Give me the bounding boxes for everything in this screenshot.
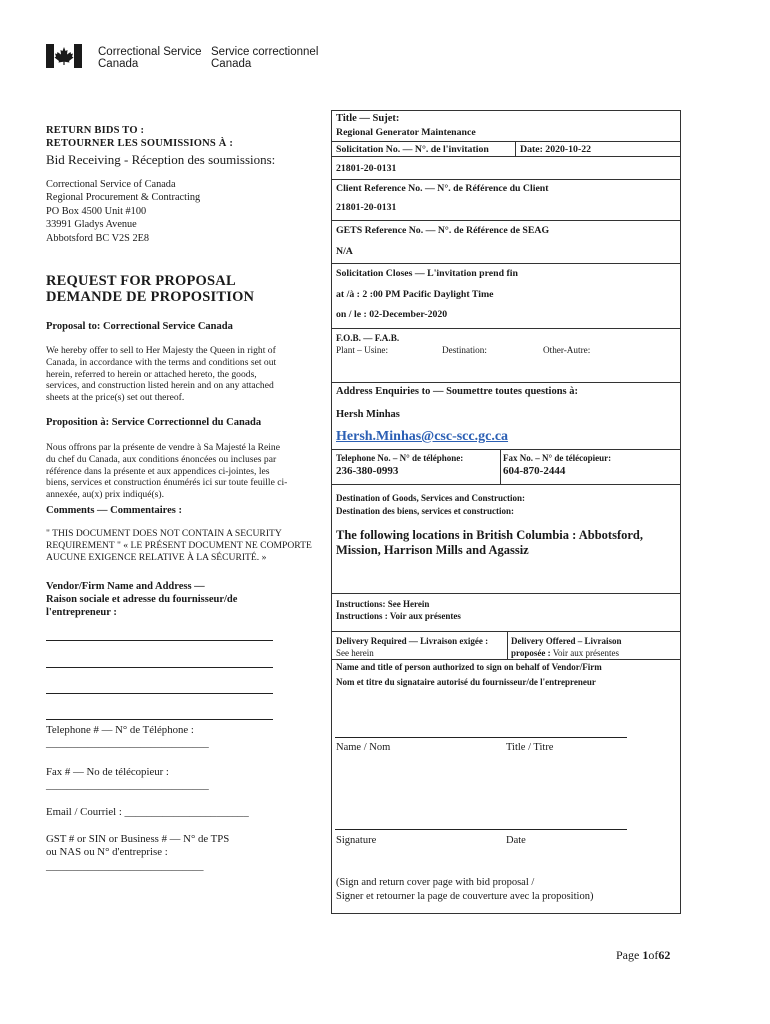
address-enquiries-label: Address Enquiries to — Soumettre toutes questions à:	[336, 386, 579, 397]
return-bids-en: RETURN BIDS TO :	[46, 125, 145, 136]
vendor-fr-1: Raison sociale et adresse du fournisseur/de	[46, 594, 238, 605]
proposal-text-line: biens, services et construction énumérés ici sur toute feuille ci-	[46, 477, 288, 489]
instructions-fr: Instructions : Voir aux présentes	[336, 611, 461, 621]
gst-field[interactable]: ______________________________	[46, 861, 204, 872]
vendor-en: Vendor/Firm Name and Address —	[46, 581, 205, 592]
delivery-offered-label-2: proposée :	[511, 648, 551, 658]
signature-line[interactable]	[335, 829, 627, 830]
address-line: Abbotsford BC V2S 2E8	[46, 232, 150, 244]
vendor-address-line[interactable]	[46, 667, 273, 668]
delivery-offered-line2	[511, 647, 619, 659]
rfp-heading	[46, 273, 328, 305]
locations-line: The following locations in British Columbia : Abbotsford,	[336, 528, 643, 542]
solicitation-no-label: Solicitation No. — N°. de l'invitation	[336, 144, 489, 155]
telephone-field[interactable]: _______________________________	[46, 738, 209, 749]
gst-label-2: ou NAS ou N° d'entreprise :	[46, 846, 168, 858]
divider	[331, 382, 681, 383]
contact-name: Hersh Minhas	[336, 409, 400, 420]
divider	[331, 631, 681, 632]
fax-field[interactable]: _______________________________	[46, 780, 209, 791]
vendor-address-line[interactable]	[46, 719, 273, 720]
sign-return-note	[336, 876, 593, 904]
proposal-text-line: Canada, in accordance with the terms and conditions set out	[46, 356, 277, 368]
closes-time: at /à : 2 :00 PM Pacific Daylight Time	[336, 289, 494, 300]
destination-en: Destination of Goods, Services and Construction:	[336, 493, 526, 503]
proposal-text-line: du chef du Canada, aux conditions énoncées ou incluses par	[46, 453, 277, 465]
divider	[331, 593, 681, 594]
sign-return-line: (Sign and return cover page with bid proposal /	[336, 877, 535, 888]
return-bids-fr: RETOURNER LES SOUMISSIONS À :	[46, 138, 234, 149]
name-title-line[interactable]	[335, 737, 627, 738]
divider	[331, 156, 681, 157]
delivery-offered-label: Delivery Offered – Livraison	[511, 636, 622, 646]
delivery-offered-value: Voir aux présentes	[552, 648, 620, 658]
return-bids-heading	[46, 124, 328, 150]
vendor-fr-2: l'entrepreneur :	[46, 607, 117, 618]
divider	[331, 220, 681, 221]
return-address	[46, 178, 328, 245]
divider	[331, 179, 681, 180]
department-name-en-line2: Canada	[98, 58, 139, 70]
page-of: of	[648, 948, 659, 962]
contact-email-link[interactable]	[336, 431, 508, 444]
solicitation-no-value: 21801-20-0131	[336, 163, 397, 174]
divider	[331, 449, 681, 450]
title-label: Title — Sujet:	[336, 113, 400, 124]
proposal-text-en	[46, 345, 328, 404]
proposal-to-en: Proposal to: Correctional Service Canada	[46, 321, 233, 332]
telephone-label: Telephone # — N° de Téléphone :	[46, 724, 194, 736]
proposal-text-line: sheets at the price(s) set out thereof.	[46, 392, 185, 404]
client-ref-value: 21801-20-0131	[336, 202, 397, 213]
proposal-text-line: Nous offrons par la présente de vendre à Sa Majesté la Reine	[46, 442, 280, 453]
sign-return-line: Signer et retourner la page de couverture avec la proposition)	[336, 891, 594, 902]
title-value: Regional Generator Maintenance	[336, 127, 476, 138]
bid-receiving-label: Bid Receiving - Réception des soumissions:	[46, 152, 276, 167]
address-line: Correctional Service of Canada	[46, 179, 176, 190]
client-ref-label: Client Reference No. — N°. de Référence du Client	[336, 183, 549, 194]
email-field[interactable]: Email / Courriel : _______________________	[46, 806, 249, 818]
address-line: 33991 Gladys Avenue	[46, 219, 137, 231]
address-line: PO Box 4500 Unit #100	[46, 205, 147, 217]
security-note-line: REQUIREMENT " « LE PRÉSENT DOCUMENT NE COMPORTE	[46, 539, 312, 551]
vendor-heading	[46, 580, 328, 619]
instructions-en: Instructions: See Herein	[336, 599, 430, 609]
gets-label: GETS Reference No. — N°. de Référence de SEAG	[336, 225, 550, 236]
security-note-line: " THIS DOCUMENT DOES NOT CONTAIN A SECURITY	[46, 528, 282, 539]
divider	[331, 659, 681, 660]
delivery-locations	[336, 528, 643, 558]
proposal-text-line: référence dans la présente et aux appendices ci-jointes, les	[46, 465, 270, 477]
rfp-fr: DEMANDE DE PROPOSITION	[46, 289, 255, 305]
gets-value: N/A	[336, 246, 353, 257]
divider	[515, 141, 516, 156]
page-current: 1	[642, 948, 649, 962]
proposal-text-line: herein, referred to herein or attached hereto, the goods,	[46, 368, 257, 380]
gst-label-1: GST # or SIN or Business # — N° de TPS	[46, 833, 230, 845]
department-name-en	[98, 46, 202, 70]
divider	[331, 484, 681, 485]
department-name-en-line1: Correctional Service	[98, 46, 202, 58]
comments-label: Comments — Commentaires :	[46, 505, 182, 516]
vendor-name-line[interactable]	[46, 640, 273, 641]
proposal-text-line: services, and construction listed herein and on any attached	[46, 380, 274, 392]
canada-flag-icon	[46, 44, 82, 68]
contact-email[interactable]: Hersh.Minhas@csc-scc.gc.ca	[336, 429, 509, 444]
fob-other: Other-Autre:	[543, 345, 591, 355]
fax-label: Fax # — No de télécopieur :	[46, 766, 169, 778]
rfp-en: REQUEST FOR PROPOSAL	[46, 273, 236, 289]
page-number	[616, 948, 670, 963]
proposal-text-line: annexée, au(x) prix indiqué(s).	[46, 489, 165, 501]
security-note-line: AUCUNE EXIGENCE RELATIVE À LA SÉCURITÉ. »	[46, 551, 267, 563]
delivery-required-value: See herein	[336, 648, 374, 658]
fob-plant: Plant – Usine:	[336, 345, 389, 355]
phone-label: Telephone No. – N° de téléphone:	[336, 453, 464, 463]
gst-label	[46, 833, 328, 859]
closes-date: on / le : 02-December-2020	[336, 309, 448, 320]
security-note	[46, 528, 336, 563]
title-field-label: Title / Titre	[506, 742, 554, 753]
divider	[507, 631, 508, 659]
closes-label: Solicitation Closes — L'invitation prend fin	[336, 268, 518, 279]
vendor-address-line[interactable]	[46, 693, 273, 694]
proposal-text-fr	[46, 442, 328, 501]
department-name-fr-line1: Service correctionnel	[211, 46, 319, 58]
fax-value: 604-870-2444	[503, 465, 566, 477]
locations-line: Mission, Harrison Mills and Agassiz	[336, 543, 529, 557]
address-line: Regional Procurement & Contracting	[46, 192, 201, 204]
date-label: Date: 2020-10-22	[520, 144, 592, 155]
fax-label-right: Fax No. – N° de télécopieur:	[503, 453, 612, 463]
authorized-en: Name and title of person authorized to sign on behalf of Vendor/Firm	[336, 662, 602, 672]
divider	[500, 449, 501, 484]
proposal-text-line: We hereby offer to sell to Her Majesty the Queen in right of	[46, 345, 276, 356]
department-name-fr-line2: Canada	[211, 58, 252, 70]
name-label: Name / Nom	[336, 742, 391, 753]
destination-fr: Destination des biens, services et construction:	[336, 506, 514, 516]
divider	[331, 263, 681, 264]
fob-label: F.O.B. — F.A.B.	[336, 333, 400, 343]
phone-value: 236-380-0993	[336, 465, 399, 477]
page-total: 62	[658, 948, 671, 962]
divider	[331, 328, 681, 329]
divider	[331, 141, 681, 142]
fob-destination: Destination:	[442, 345, 487, 355]
signature-label: Signature	[336, 835, 377, 846]
date-field-label: Date	[506, 835, 526, 846]
department-name-fr	[211, 46, 318, 70]
proposal-to-fr: Proposition à: Service Correctionnel du Canada	[46, 417, 262, 428]
page-prefix: Page	[616, 948, 640, 962]
authorized-fr: Nom et titre du signataire autorisé du fournisseur/de l'entrepreneur	[336, 677, 596, 687]
delivery-required-label: Delivery Required — Livraison exigée :	[336, 636, 489, 646]
